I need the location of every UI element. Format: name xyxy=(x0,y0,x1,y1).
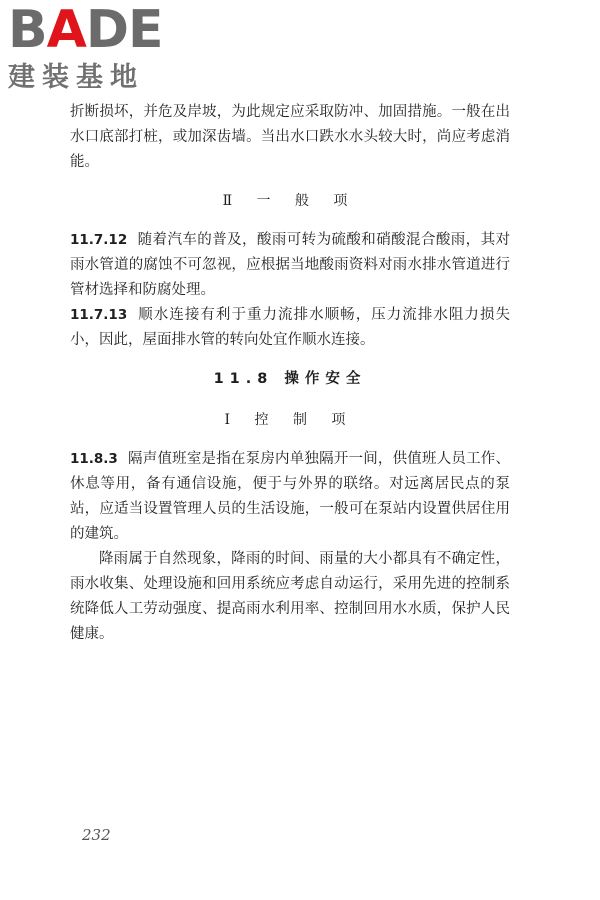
logo-subtitle: 建装基地 xyxy=(8,62,144,93)
logo-letter-a: A xyxy=(46,0,86,60)
clause-11-7-12 xyxy=(70,228,510,303)
clause-text: 随着汽车的普及，酸雨可转为硫酸和硝酸混合酸雨，其对雨水管道的腐蚀不可忽视，应根据当地酸雨资料对雨水排水管道进行管材选择和防腐处理。 xyxy=(70,232,510,298)
page-number: 232 xyxy=(82,826,111,844)
subheading-control: Ⅰ 控 制 项 xyxy=(224,412,356,428)
paragraph-continuation: 折断损坏，并危及岸坡，为此规定应采取防冲、加固措施。一般在出水口底部打桩，或加深齿墙。当出水口跌水水头较大时，尚应考虑消能。 xyxy=(70,104,510,170)
clause-text: 隔声值班室是指在泵房内单独隔开一间，供值班人员工作、休息等用，备有通信设施，便于与外界的联络。对远离居民点的泵站，应适当设置管理人员的生活设施，一般可在泵站内设置供居住用的建筑。 xyxy=(70,451,510,542)
section-heading: 11.8 操作安全 xyxy=(213,371,367,387)
paragraph-rainfall: 降雨属于自然现象，降雨的时间、雨量的大小都具有不确定性，雨水收集、处理设施和回用系统应考虑自动运行，采用先进的控制系统降低人工劳动强度、提高雨水利用率、控制回用水水质，保护人民健康。 xyxy=(70,551,510,642)
clause-number: 11.7.13 xyxy=(70,307,128,323)
subheading-general: Ⅱ 一 般 项 xyxy=(222,193,358,209)
clause-number: 11.7.12 xyxy=(70,232,128,248)
brand-logo xyxy=(8,0,178,94)
logo-letter-b: B xyxy=(8,0,47,60)
logo-wordmark xyxy=(8,0,178,60)
clause-number: 11.8.3 xyxy=(70,451,118,467)
clause-11-7-13 xyxy=(70,303,510,353)
logo-letters-de: DE xyxy=(85,0,163,60)
clause-text: 顺水连接有利于重力流排水顺畅，压力流排水阻力损失小，因此，屋面排水管的转向处宜作顺水连接。 xyxy=(70,307,510,348)
clause-11-8-3 xyxy=(70,447,510,547)
document-body xyxy=(70,100,510,647)
